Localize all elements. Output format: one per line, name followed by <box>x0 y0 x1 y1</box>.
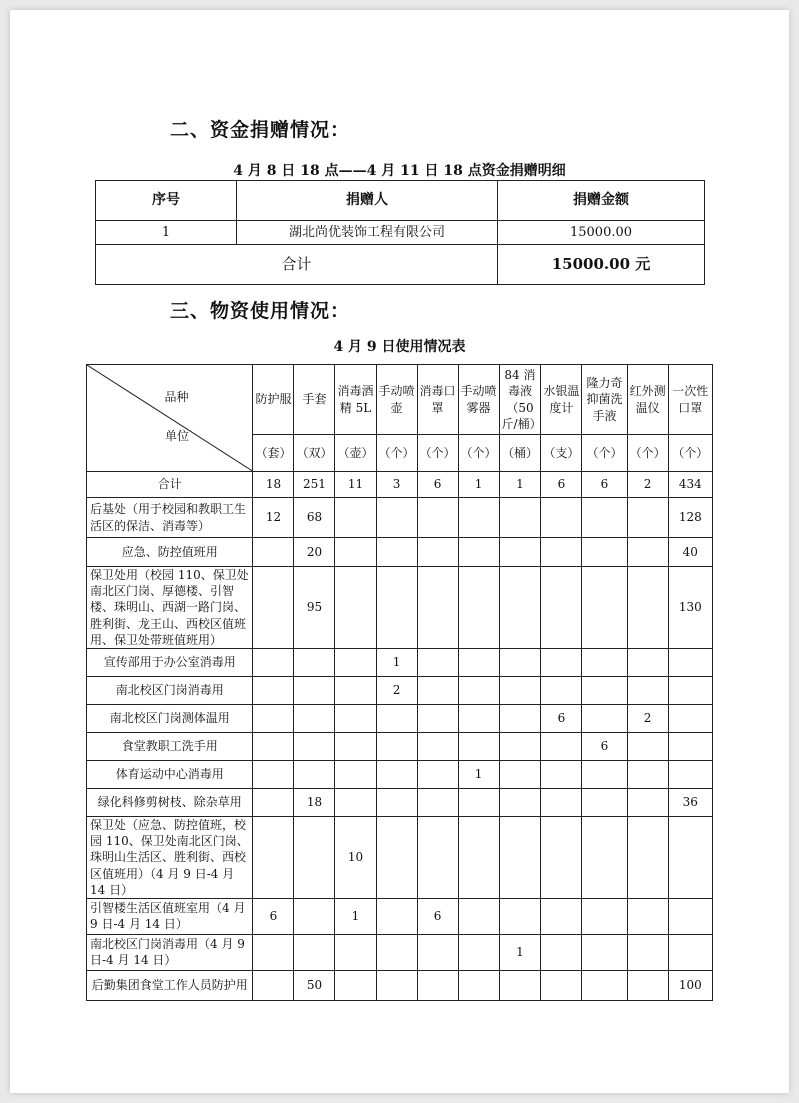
quantity-cell: 130 <box>668 567 712 649</box>
unit-header: （个） <box>582 435 627 472</box>
quantity-cell <box>253 676 294 704</box>
quantity-cell <box>627 898 668 934</box>
quantity-cell <box>582 498 627 538</box>
quantity-cell: 6 <box>417 472 458 498</box>
quantity-cell <box>376 538 417 567</box>
row-label: 南北校区门岗测体温用 <box>87 704 253 732</box>
quantity-cell <box>499 704 541 732</box>
quantity-cell <box>294 648 335 676</box>
row-label: 后勤集团食堂工作人员防护用 <box>87 970 253 1000</box>
quantity-cell <box>499 538 541 567</box>
quantity-cell <box>376 760 417 788</box>
usage-subtitle: 4 月 9 日使用情况表 <box>333 339 466 355</box>
unit-header: （个） <box>417 435 458 472</box>
quantity-cell <box>627 498 668 538</box>
quantity-cell: 36 <box>668 788 712 816</box>
quantity-cell <box>541 732 582 760</box>
row-label: 绿化科修剪树枝、除杂草用 <box>87 788 253 816</box>
quantity-cell <box>458 816 499 898</box>
quantity-cell <box>499 732 541 760</box>
unit-header: （壶） <box>335 435 376 472</box>
quantity-cell <box>253 538 294 567</box>
quantity-cell <box>499 788 541 816</box>
quantity-cell <box>376 567 417 649</box>
quantity-cell <box>627 732 668 760</box>
quantity-cell <box>417 648 458 676</box>
quantity-cell <box>417 704 458 732</box>
quantity-cell: 11 <box>335 472 376 498</box>
quantity-cell: 6 <box>541 472 582 498</box>
quantity-cell <box>668 760 712 788</box>
table-row <box>87 538 713 567</box>
quantity-cell <box>417 732 458 760</box>
quantity-cell <box>253 934 294 970</box>
quantity-cell <box>668 732 712 760</box>
table-row <box>87 816 713 898</box>
quantity-cell <box>294 732 335 760</box>
row-label: 食堂教职工洗手用 <box>87 732 253 760</box>
quantity-cell <box>253 732 294 760</box>
table-row <box>87 648 713 676</box>
item-header: 水银温度计 <box>541 365 582 435</box>
unit-header: （套） <box>253 435 294 472</box>
row-label: 保卫处（应急、防控值班，校园 110、保卫处南北区门岗、珠明山生活区、胜利街、西校区值班用）（4 月 9 日-4 月 14 日） <box>87 816 253 898</box>
table-row <box>87 498 713 538</box>
quantity-cell <box>541 934 582 970</box>
donation-total-label: 合计 <box>96 245 498 285</box>
quantity-cell <box>253 760 294 788</box>
section3-heading: 三、物资使用情况： <box>170 300 351 322</box>
table-row <box>87 704 713 732</box>
quantity-cell: 20 <box>294 538 335 567</box>
quantity-cell <box>253 648 294 676</box>
quantity-cell <box>458 567 499 649</box>
quantity-cell <box>541 676 582 704</box>
quantity-cell <box>253 704 294 732</box>
document-page <box>10 10 789 1093</box>
quantity-cell: 40 <box>668 538 712 567</box>
quantity-cell: 1 <box>335 898 376 934</box>
row-label: 后基处（用于校园和教职工生活区的保洁、消毒等） <box>87 498 253 538</box>
row-label: 南北校区门岗消毒用（4 月 9 日-4 月 14 日） <box>87 934 253 970</box>
quantity-cell <box>627 760 668 788</box>
quantity-cell <box>582 898 627 934</box>
donation-subtitle: 4 月 8 日 18 点——4 月 11 日 18 点资金捐赠明细 <box>233 163 566 179</box>
quantity-cell <box>541 898 582 934</box>
quantity-cell <box>627 816 668 898</box>
quantity-cell <box>582 676 627 704</box>
quantity-cell: 2 <box>627 472 668 498</box>
item-header: 手套 <box>294 365 335 435</box>
table-row <box>87 732 713 760</box>
unit-header: （个） <box>668 435 712 472</box>
table-row <box>87 898 713 934</box>
quantity-cell <box>458 648 499 676</box>
unit-header: （双） <box>294 435 335 472</box>
quantity-cell <box>417 676 458 704</box>
quantity-cell: 434 <box>668 472 712 498</box>
quantity-cell: 68 <box>294 498 335 538</box>
corner-header <box>87 365 253 472</box>
quantity-cell <box>376 498 417 538</box>
quantity-cell: 1 <box>499 472 541 498</box>
quantity-cell <box>294 898 335 934</box>
quantity-cell <box>582 538 627 567</box>
quantity-cell: 10 <box>335 816 376 898</box>
quantity-cell <box>253 788 294 816</box>
quantity-cell <box>458 704 499 732</box>
quantity-cell <box>335 760 376 788</box>
quantity-cell: 12 <box>253 498 294 538</box>
usage-table <box>86 364 713 1001</box>
quantity-cell <box>253 567 294 649</box>
quantity-cell <box>335 732 376 760</box>
quantity-cell <box>582 816 627 898</box>
item-header: 红外测温仪 <box>627 365 668 435</box>
quantity-cell <box>668 676 712 704</box>
quantity-cell <box>417 934 458 970</box>
table-row <box>87 934 713 970</box>
quantity-cell <box>417 498 458 538</box>
quantity-cell <box>458 788 499 816</box>
quantity-cell <box>376 898 417 934</box>
quantity-cell <box>294 676 335 704</box>
quantity-cell <box>335 648 376 676</box>
quantity-cell: 2 <box>376 676 417 704</box>
unit-header: （桶） <box>499 435 541 472</box>
item-header: 消毒口罩 <box>417 365 458 435</box>
table-row <box>87 788 713 816</box>
quantity-cell <box>541 816 582 898</box>
item-header: 手动喷壶 <box>376 365 417 435</box>
quantity-cell <box>668 648 712 676</box>
quantity-cell <box>541 970 582 1000</box>
quantity-cell: 251 <box>294 472 335 498</box>
unit-header: （个） <box>376 435 417 472</box>
quantity-cell <box>335 498 376 538</box>
donation-index: 1 <box>96 221 237 245</box>
quantity-cell <box>668 934 712 970</box>
quantity-cell <box>541 788 582 816</box>
table-row <box>87 760 713 788</box>
item-header: 隆力奇抑菌洗手液 <box>582 365 627 435</box>
quantity-cell <box>541 760 582 788</box>
quantity-cell <box>499 648 541 676</box>
quantity-cell <box>417 567 458 649</box>
header-donor: 捐赠人 <box>237 181 498 221</box>
corner-item-label: 品种 <box>164 390 189 404</box>
item-header: 防护服 <box>253 365 294 435</box>
quantity-cell <box>582 648 627 676</box>
quantity-cell <box>458 538 499 567</box>
quantity-cell <box>499 816 541 898</box>
quantity-cell <box>582 970 627 1000</box>
quantity-cell <box>458 676 499 704</box>
quantity-cell: 6 <box>541 704 582 732</box>
quantity-cell <box>417 760 458 788</box>
quantity-cell <box>417 788 458 816</box>
row-label: 保卫处用（校园 110、保卫处南北区门岗、厚德楼、引智楼、珠明山、西湖一路门岗、胜利街、龙王山、西校区值班用、保卫处带班值班用） <box>87 567 253 649</box>
quantity-cell <box>668 704 712 732</box>
quantity-cell: 6 <box>582 472 627 498</box>
quantity-cell <box>627 676 668 704</box>
section2-heading: 二、资金捐赠情况： <box>170 119 351 141</box>
quantity-cell: 50 <box>294 970 335 1000</box>
item-header: 手动喷雾器 <box>458 365 499 435</box>
quantity-cell <box>335 788 376 816</box>
quantity-cell <box>417 816 458 898</box>
diagonal-line <box>87 365 252 471</box>
header-index: 序号 <box>96 181 237 221</box>
donation-amount: 15000.00 <box>498 221 705 245</box>
row-label: 应急、防控值班用 <box>87 538 253 567</box>
quantity-cell: 1 <box>499 934 541 970</box>
quantity-cell <box>376 732 417 760</box>
quantity-cell <box>627 648 668 676</box>
quantity-cell <box>458 934 499 970</box>
quantity-cell <box>582 704 627 732</box>
quantity-cell: 3 <box>376 472 417 498</box>
quantity-cell: 95 <box>294 567 335 649</box>
table-row <box>87 970 713 1000</box>
row-label: 体育运动中心消毒用 <box>87 760 253 788</box>
item-header: 消毒酒精 5L <box>335 365 376 435</box>
quantity-cell: 18 <box>294 788 335 816</box>
quantity-cell <box>541 648 582 676</box>
quantity-cell <box>668 816 712 898</box>
quantity-cell: 1 <box>458 760 499 788</box>
quantity-cell <box>376 816 417 898</box>
quantity-cell <box>499 498 541 538</box>
unit-header: （个） <box>458 435 499 472</box>
quantity-cell <box>668 898 712 934</box>
header-amount: 捐赠金额 <box>498 181 705 221</box>
table-row <box>87 676 713 704</box>
quantity-cell <box>458 970 499 1000</box>
quantity-cell <box>582 760 627 788</box>
quantity-cell <box>458 732 499 760</box>
quantity-cell <box>582 934 627 970</box>
quantity-cell <box>376 970 417 1000</box>
quantity-cell: 100 <box>668 970 712 1000</box>
quantity-cell <box>335 676 376 704</box>
quantity-cell <box>294 760 335 788</box>
quantity-cell: 1 <box>376 648 417 676</box>
quantity-cell <box>499 898 541 934</box>
donation-table <box>95 180 705 285</box>
item-header: 一次性口罩 <box>668 365 712 435</box>
quantity-cell <box>582 788 627 816</box>
quantity-cell <box>627 788 668 816</box>
quantity-cell <box>253 970 294 1000</box>
quantity-cell <box>582 567 627 649</box>
quantity-cell <box>499 567 541 649</box>
donation-total-value: 15000.00 元 <box>498 245 705 285</box>
quantity-cell <box>499 676 541 704</box>
quantity-cell <box>627 538 668 567</box>
table-row <box>87 567 713 649</box>
quantity-cell: 6 <box>582 732 627 760</box>
quantity-cell <box>376 704 417 732</box>
quantity-cell: 128 <box>668 498 712 538</box>
row-label: 合计 <box>87 472 253 498</box>
row-label: 南北校区门岗消毒用 <box>87 676 253 704</box>
quantity-cell <box>627 934 668 970</box>
quantity-cell <box>417 970 458 1000</box>
quantity-cell <box>253 816 294 898</box>
quantity-cell <box>294 816 335 898</box>
quantity-cell <box>499 970 541 1000</box>
quantity-cell <box>376 788 417 816</box>
quantity-cell <box>294 704 335 732</box>
item-header: 84 消毒液（50 斤/桶） <box>499 365 541 435</box>
quantity-cell <box>499 760 541 788</box>
quantity-cell <box>541 498 582 538</box>
quantity-cell <box>541 538 582 567</box>
quantity-cell <box>294 934 335 970</box>
row-label: 引智楼生活区值班室用（4 月 9 日-4 月 14 日） <box>87 898 253 934</box>
unit-header: （个） <box>627 435 668 472</box>
quantity-cell <box>417 538 458 567</box>
quantity-cell <box>376 934 417 970</box>
quantity-cell <box>335 970 376 1000</box>
table-row <box>87 472 713 498</box>
unit-header: （支） <box>541 435 582 472</box>
quantity-cell: 6 <box>417 898 458 934</box>
quantity-cell <box>458 498 499 538</box>
quantity-cell: 18 <box>253 472 294 498</box>
quantity-cell <box>458 898 499 934</box>
quantity-cell: 1 <box>458 472 499 498</box>
row-label: 宣传部用于办公室消毒用 <box>87 648 253 676</box>
corner-unit-label: 单位 <box>165 429 190 443</box>
quantity-cell <box>335 704 376 732</box>
quantity-cell <box>627 970 668 1000</box>
quantity-cell <box>627 567 668 649</box>
quantity-cell: 2 <box>627 704 668 732</box>
quantity-cell: 6 <box>253 898 294 934</box>
quantity-cell <box>335 934 376 970</box>
quantity-cell <box>335 538 376 567</box>
quantity-cell <box>335 567 376 649</box>
donation-donor: 湖北尚优装饰工程有限公司 <box>237 221 498 245</box>
quantity-cell <box>541 567 582 649</box>
